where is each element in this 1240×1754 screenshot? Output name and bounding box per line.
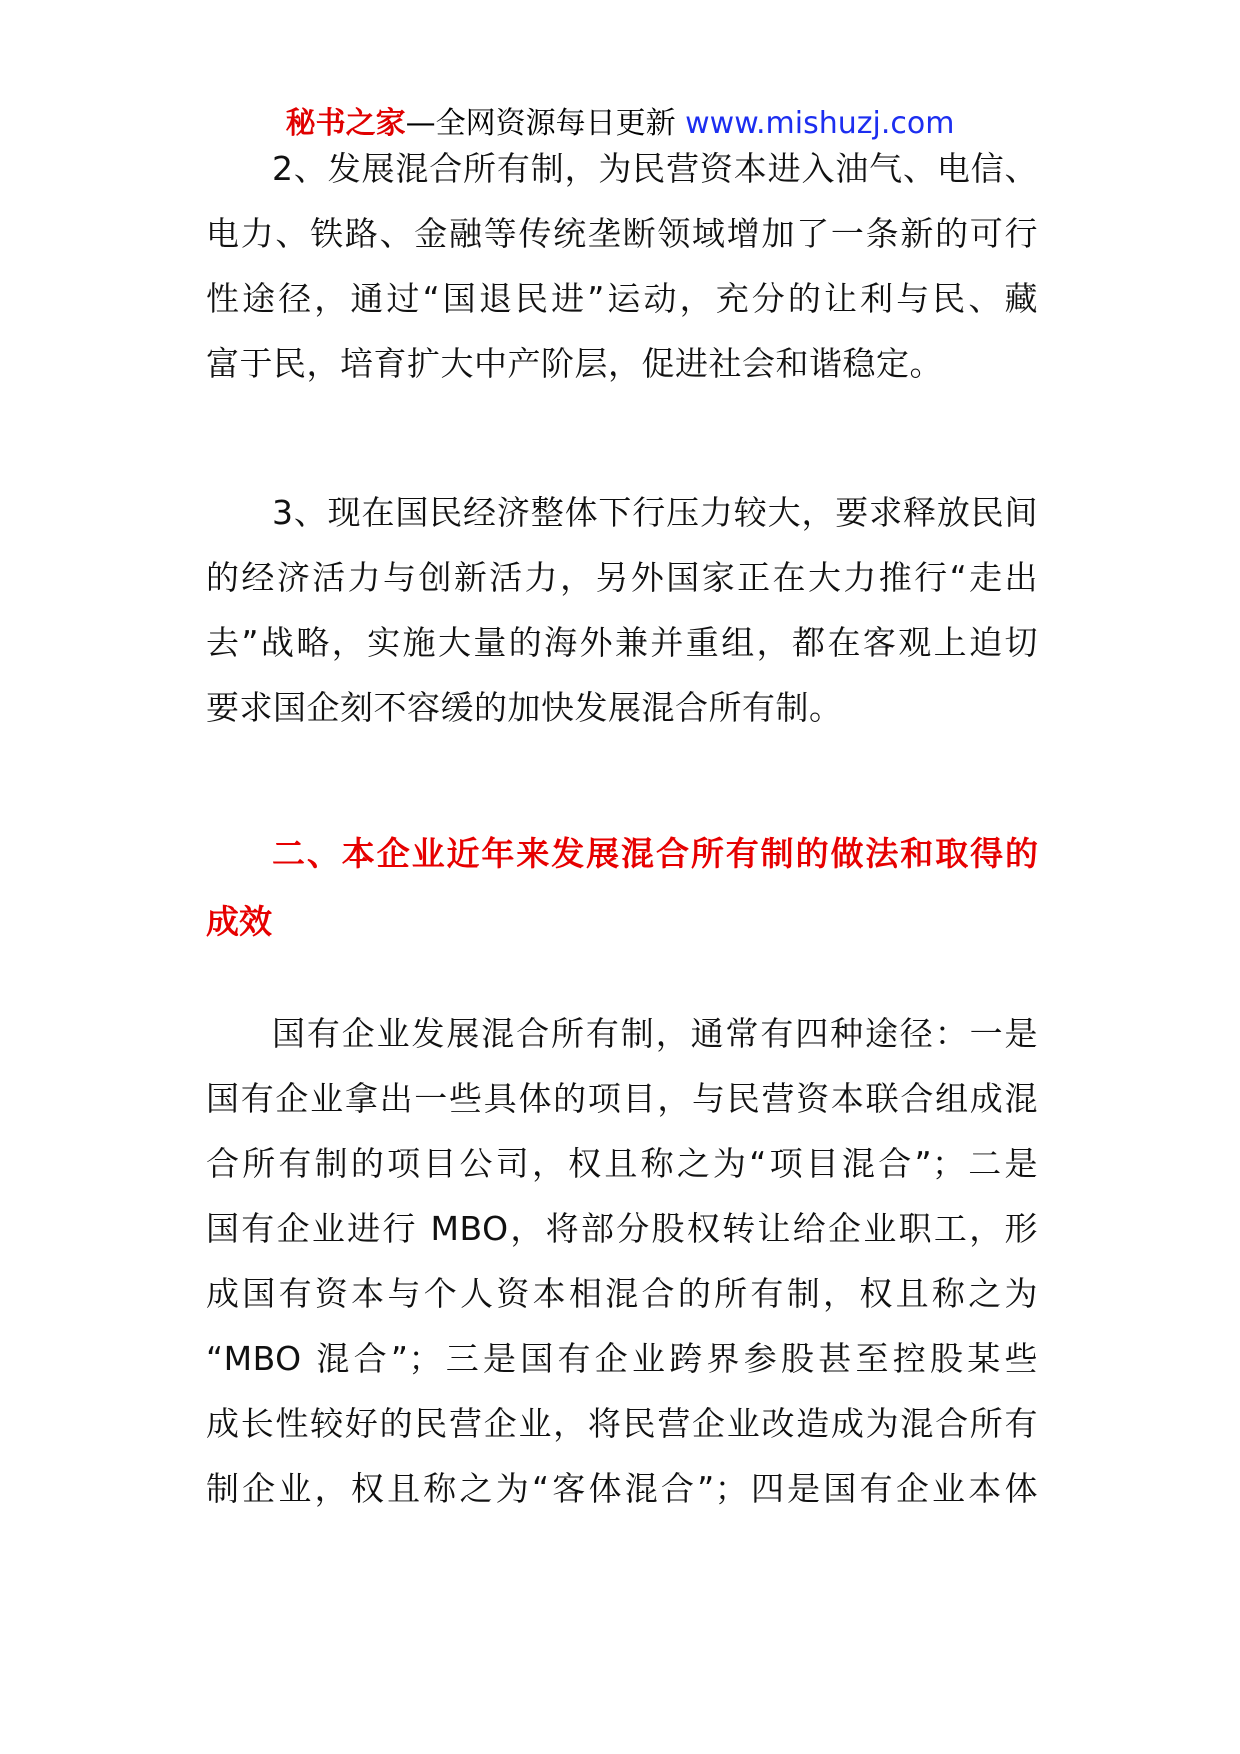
paragraph-1: [206, 136, 1038, 396]
paragraph-line: 要求国企刻不容缓的加快发展混合所有制。: [206, 688, 843, 727]
paragraph-line: 成国有资本与个人资本相混合的所有制，权且称之为: [206, 1274, 1038, 1313]
paragraph-line: 3、现在国民经济整体下行压力较大，要求释放民间: [272, 493, 1038, 532]
paragraph-line: 的经济活力与创新活力，另外国家正在大力推行“走出: [206, 558, 1038, 597]
paragraph-line: 去”战略，实施大量的海外兼并重组，都在客观上迫切: [206, 623, 1038, 662]
paragraph-line: “MBO 混合”；三是国有企业跨界参股甚至控股某些: [206, 1339, 1038, 1378]
paragraph-line: 性途径，通过“国退民进”运动，充分的让利与民、藏: [206, 279, 1038, 318]
header-brand: 秘书之家: [285, 106, 406, 141]
paragraph-line: 国有企业拿出一些具体的项目，与民营资本联合组成混: [206, 1079, 1038, 1118]
paragraph-line: 国有企业进行 MBO，将部分股权转让给企业职工，形: [206, 1209, 1038, 1248]
paragraph-2: [206, 480, 1038, 740]
paragraph-line: 制企业，权且称之为“客体混合”；四是国有企业本体: [206, 1469, 1038, 1508]
heading-line: 二、本企业近年来发展混合所有制的做法和取得的: [272, 834, 1038, 873]
paragraph-line: 富于民，培育扩大中产阶层，促进社会和谐稳定。: [206, 344, 943, 383]
paragraph-line: 合所有制的项目公司，权且称之为“项目混合”；二是: [206, 1144, 1038, 1183]
section-heading: [206, 820, 1038, 956]
paragraph-line: 电力、铁路、金融等传统垄断领域增加了一条新的可行: [206, 214, 1038, 253]
paragraph-line: 成长性较好的民营企业，将民营企业改造成为混合所有: [206, 1404, 1038, 1443]
heading-line: 成效: [206, 902, 272, 941]
paragraph-3: [206, 1001, 1038, 1521]
paragraph-line: 2、发展混合所有制，为民营资本进入油气、电信、: [272, 149, 1038, 188]
header-url-link[interactable]: www.mishuzj.com: [685, 106, 955, 141]
paragraph-line: 国有企业发展混合所有制，通常有四种途径：一是: [272, 1014, 1038, 1053]
header-slogan: —全网资源每日更新: [405, 106, 686, 141]
